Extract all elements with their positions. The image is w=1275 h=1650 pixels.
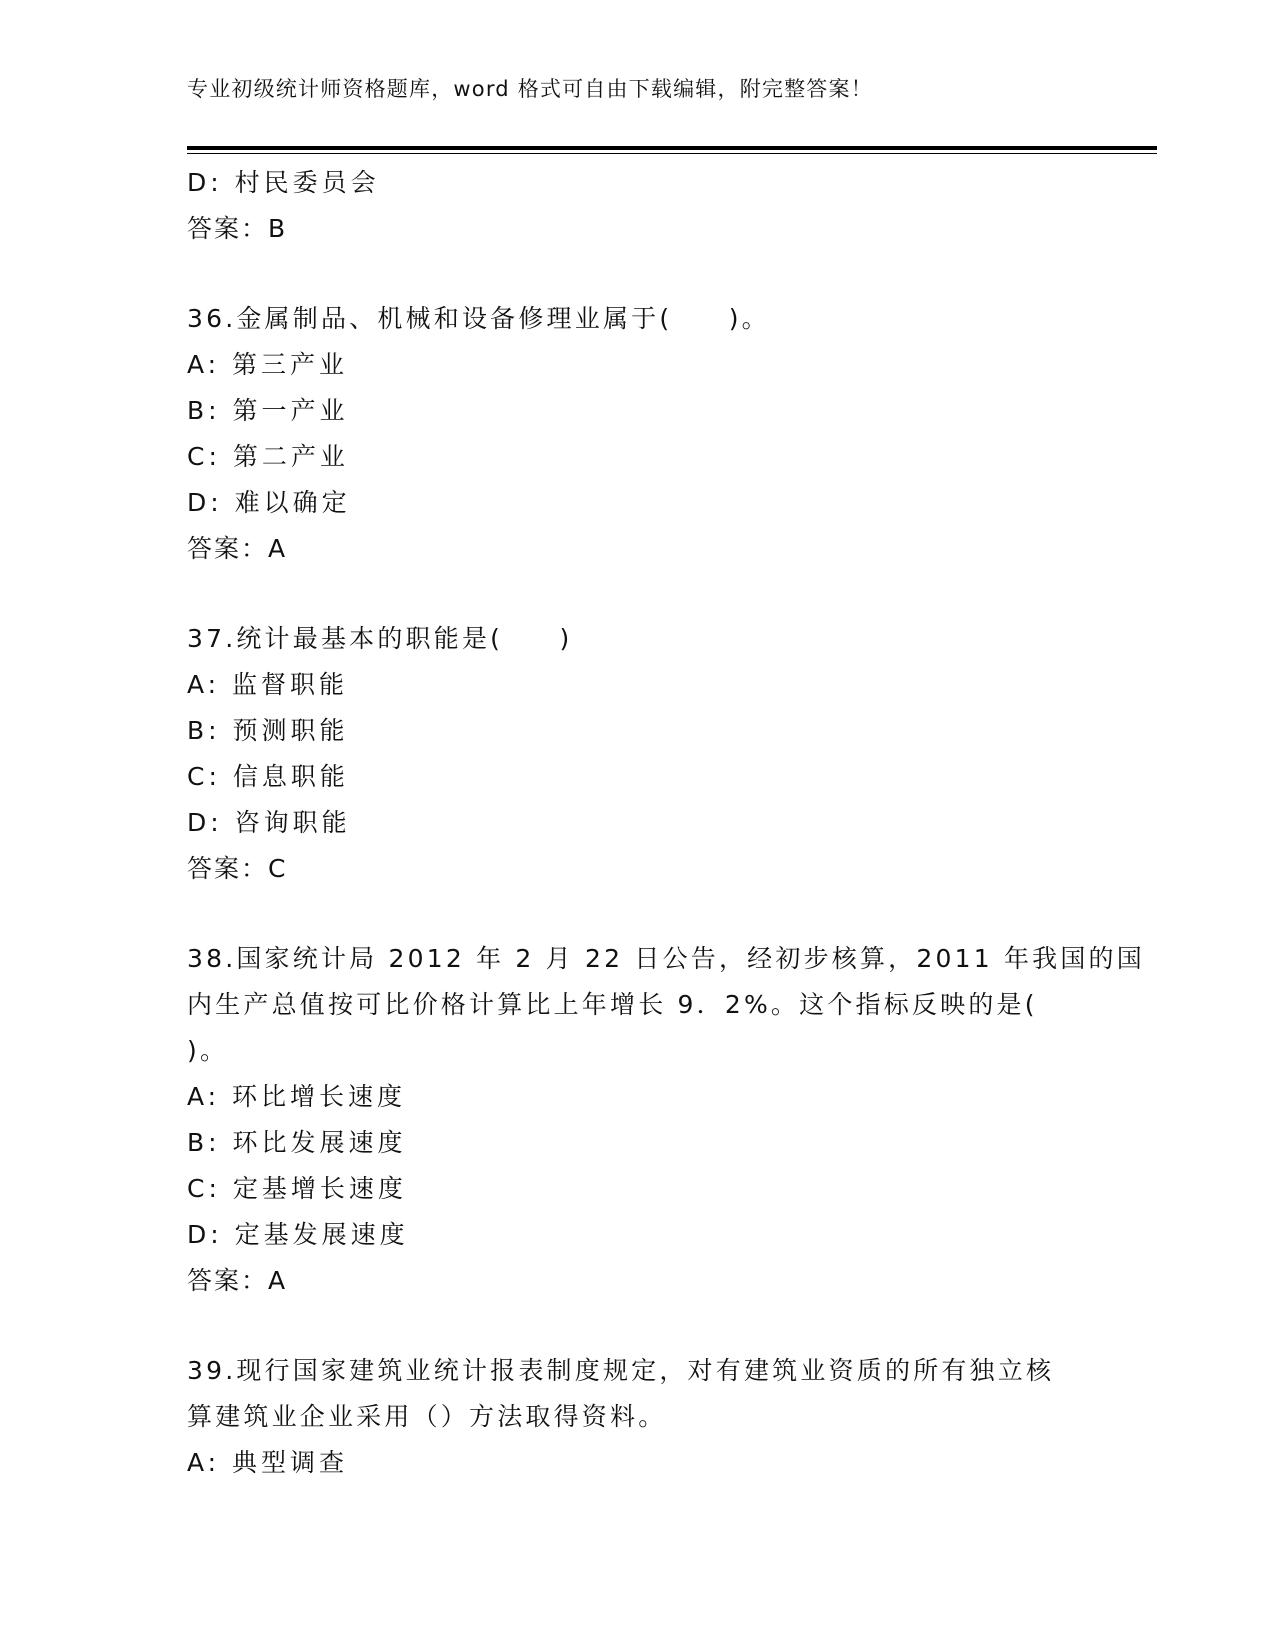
- question-38: [187, 936, 1145, 1304]
- question-37: [187, 616, 1087, 892]
- question-stem-line-1: 38.国家统计局 2012 年 2 月 22 日公告，经初步核算，2011 年我国的国: [187, 944, 1145, 973]
- option-a: A: 典型调查: [187, 1448, 349, 1477]
- option-d: D: 定基发展速度: [187, 1220, 409, 1249]
- option-d: D: 难以确定: [187, 488, 351, 517]
- question-stem-line-1: 39.现行国家建筑业统计报表制度规定，对有建筑业资质的所有独立核: [187, 1356, 1055, 1385]
- question-39: [187, 1348, 1087, 1486]
- answer-line: 答案：B: [187, 214, 288, 243]
- header-rule-thick: [187, 146, 1157, 150]
- option-d: D: 咨询职能: [187, 808, 351, 837]
- answer-line: 答案：A: [187, 1266, 288, 1295]
- prev-question-tail: [187, 160, 1087, 252]
- option-a: A: 环比增长速度: [187, 1082, 407, 1111]
- page-header-note: 专业初级统计师资格题库，word 格式可自由下载编辑，附完整答案！: [187, 77, 873, 101]
- question-stem-line-2: 内生产总值按可比价格计算比上年增长 9．2%。这个指标反映的是(: [187, 990, 1038, 1019]
- question-36: [187, 296, 1087, 572]
- question-stem-line-2: 算建筑业企业采用（）方法取得资料。: [187, 1402, 667, 1431]
- option-c: C: 第二产业: [187, 442, 349, 471]
- option-c: C: 定基增长速度: [187, 1174, 407, 1203]
- question-stem: 37.统计最基本的职能是( ): [187, 624, 573, 653]
- option-c: C: 信息职能: [187, 762, 349, 791]
- header-rule-thin: [187, 153, 1157, 154]
- option-b: B: 预测职能: [187, 716, 349, 745]
- option-a: A: 监督职能: [187, 670, 349, 699]
- answer-line: 答案：C: [187, 854, 288, 883]
- question-stem-line-3: )。: [187, 1036, 229, 1065]
- answer-line: 答案：A: [187, 534, 288, 563]
- option-b: B: 环比发展速度: [187, 1128, 407, 1157]
- question-list: [187, 160, 1145, 1486]
- option-d: D: 村民委员会: [187, 168, 380, 197]
- question-stem: 36.金属制品、机械和设备修理业属于( )。: [187, 304, 770, 333]
- option-a: A: 第三产业: [187, 350, 349, 379]
- option-b: B: 第一产业: [187, 396, 349, 425]
